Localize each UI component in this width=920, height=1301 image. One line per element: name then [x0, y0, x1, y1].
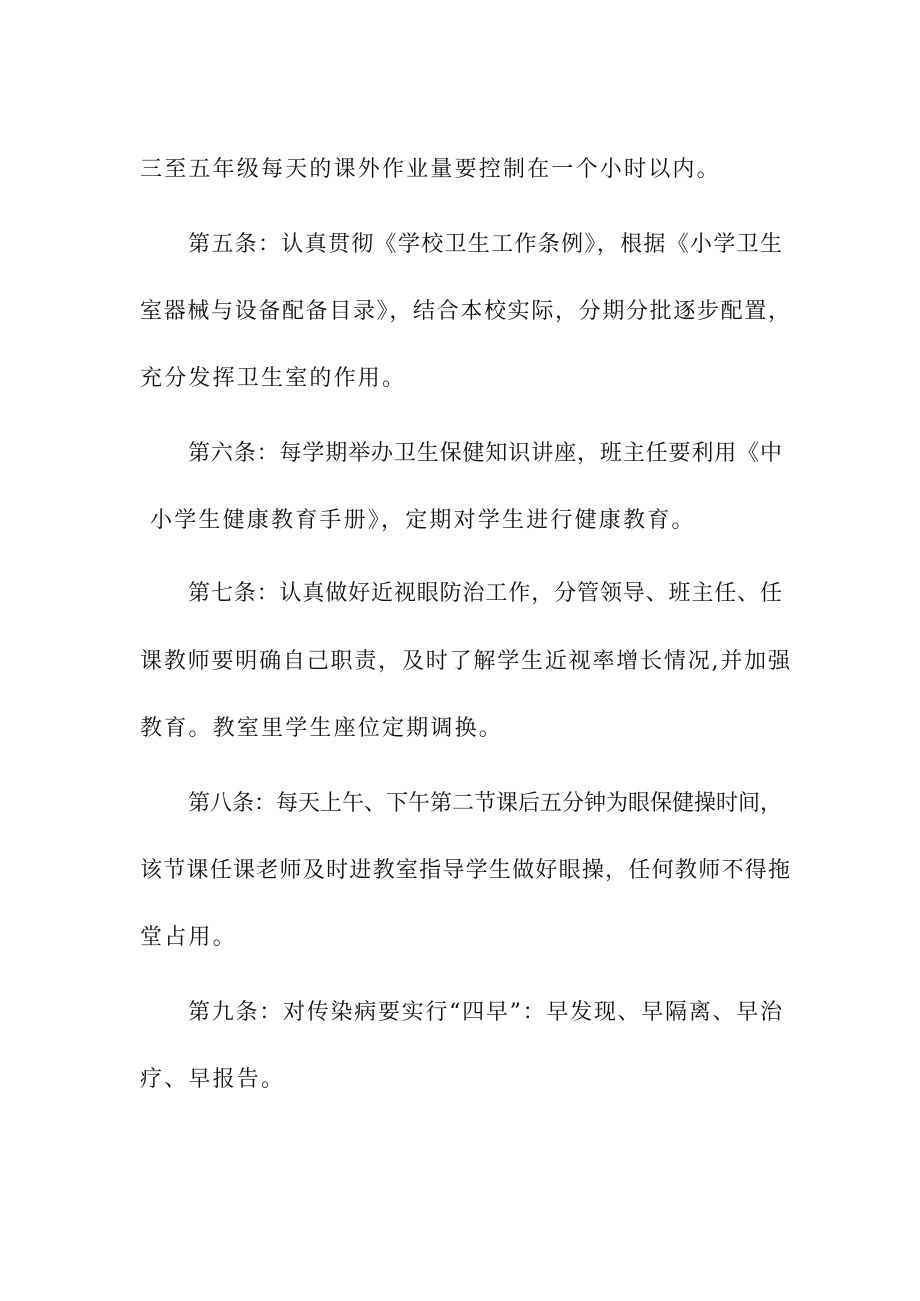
text-line: 课教师要明确自己职责，及时了解学生近视率增长情况,并加强	[140, 649, 790, 674]
article-6-heading-line: 第六条：每学期举办卫生保健知识讲座，班主任要利用《中	[188, 441, 782, 466]
article-9-heading-line: 第九条：对传染病要实行“四早”：早发现、早隔离、早治	[188, 1000, 782, 1025]
article-7-heading-line: 第七条：认真做好近视眼防治工作，分管领导、班主任、任	[188, 581, 782, 606]
article-8-heading-line: 第八条：每天上午、下午第二节课后五分钟为眼保健操时间，	[188, 791, 783, 816]
text-line: 小学生健康教育手册》，定期对学生进行健康教育。	[150, 508, 696, 533]
article-5-heading-line: 第五条：认真贯彻《学校卫生工作条例》，根据《小学卫生	[188, 232, 782, 257]
text-line: 疗、早报告。	[140, 1067, 286, 1092]
text-line: 堂占用。	[140, 925, 237, 950]
text-line: 三至五年级每天的课外作业量要控制在一个小时以内。	[140, 157, 721, 182]
text-line: 教育。教室里学生座位定期调换。	[140, 716, 504, 741]
text-line: 充分发挥卫生室的作用。	[140, 366, 407, 391]
text-line: 室器械与设备配备目录》，结合本校实际，分期分批逐步配置，	[140, 299, 790, 324]
text-line: 该节课任课老师及时进教室指导学生做好眼操，任何教师不得拖	[140, 858, 790, 883]
